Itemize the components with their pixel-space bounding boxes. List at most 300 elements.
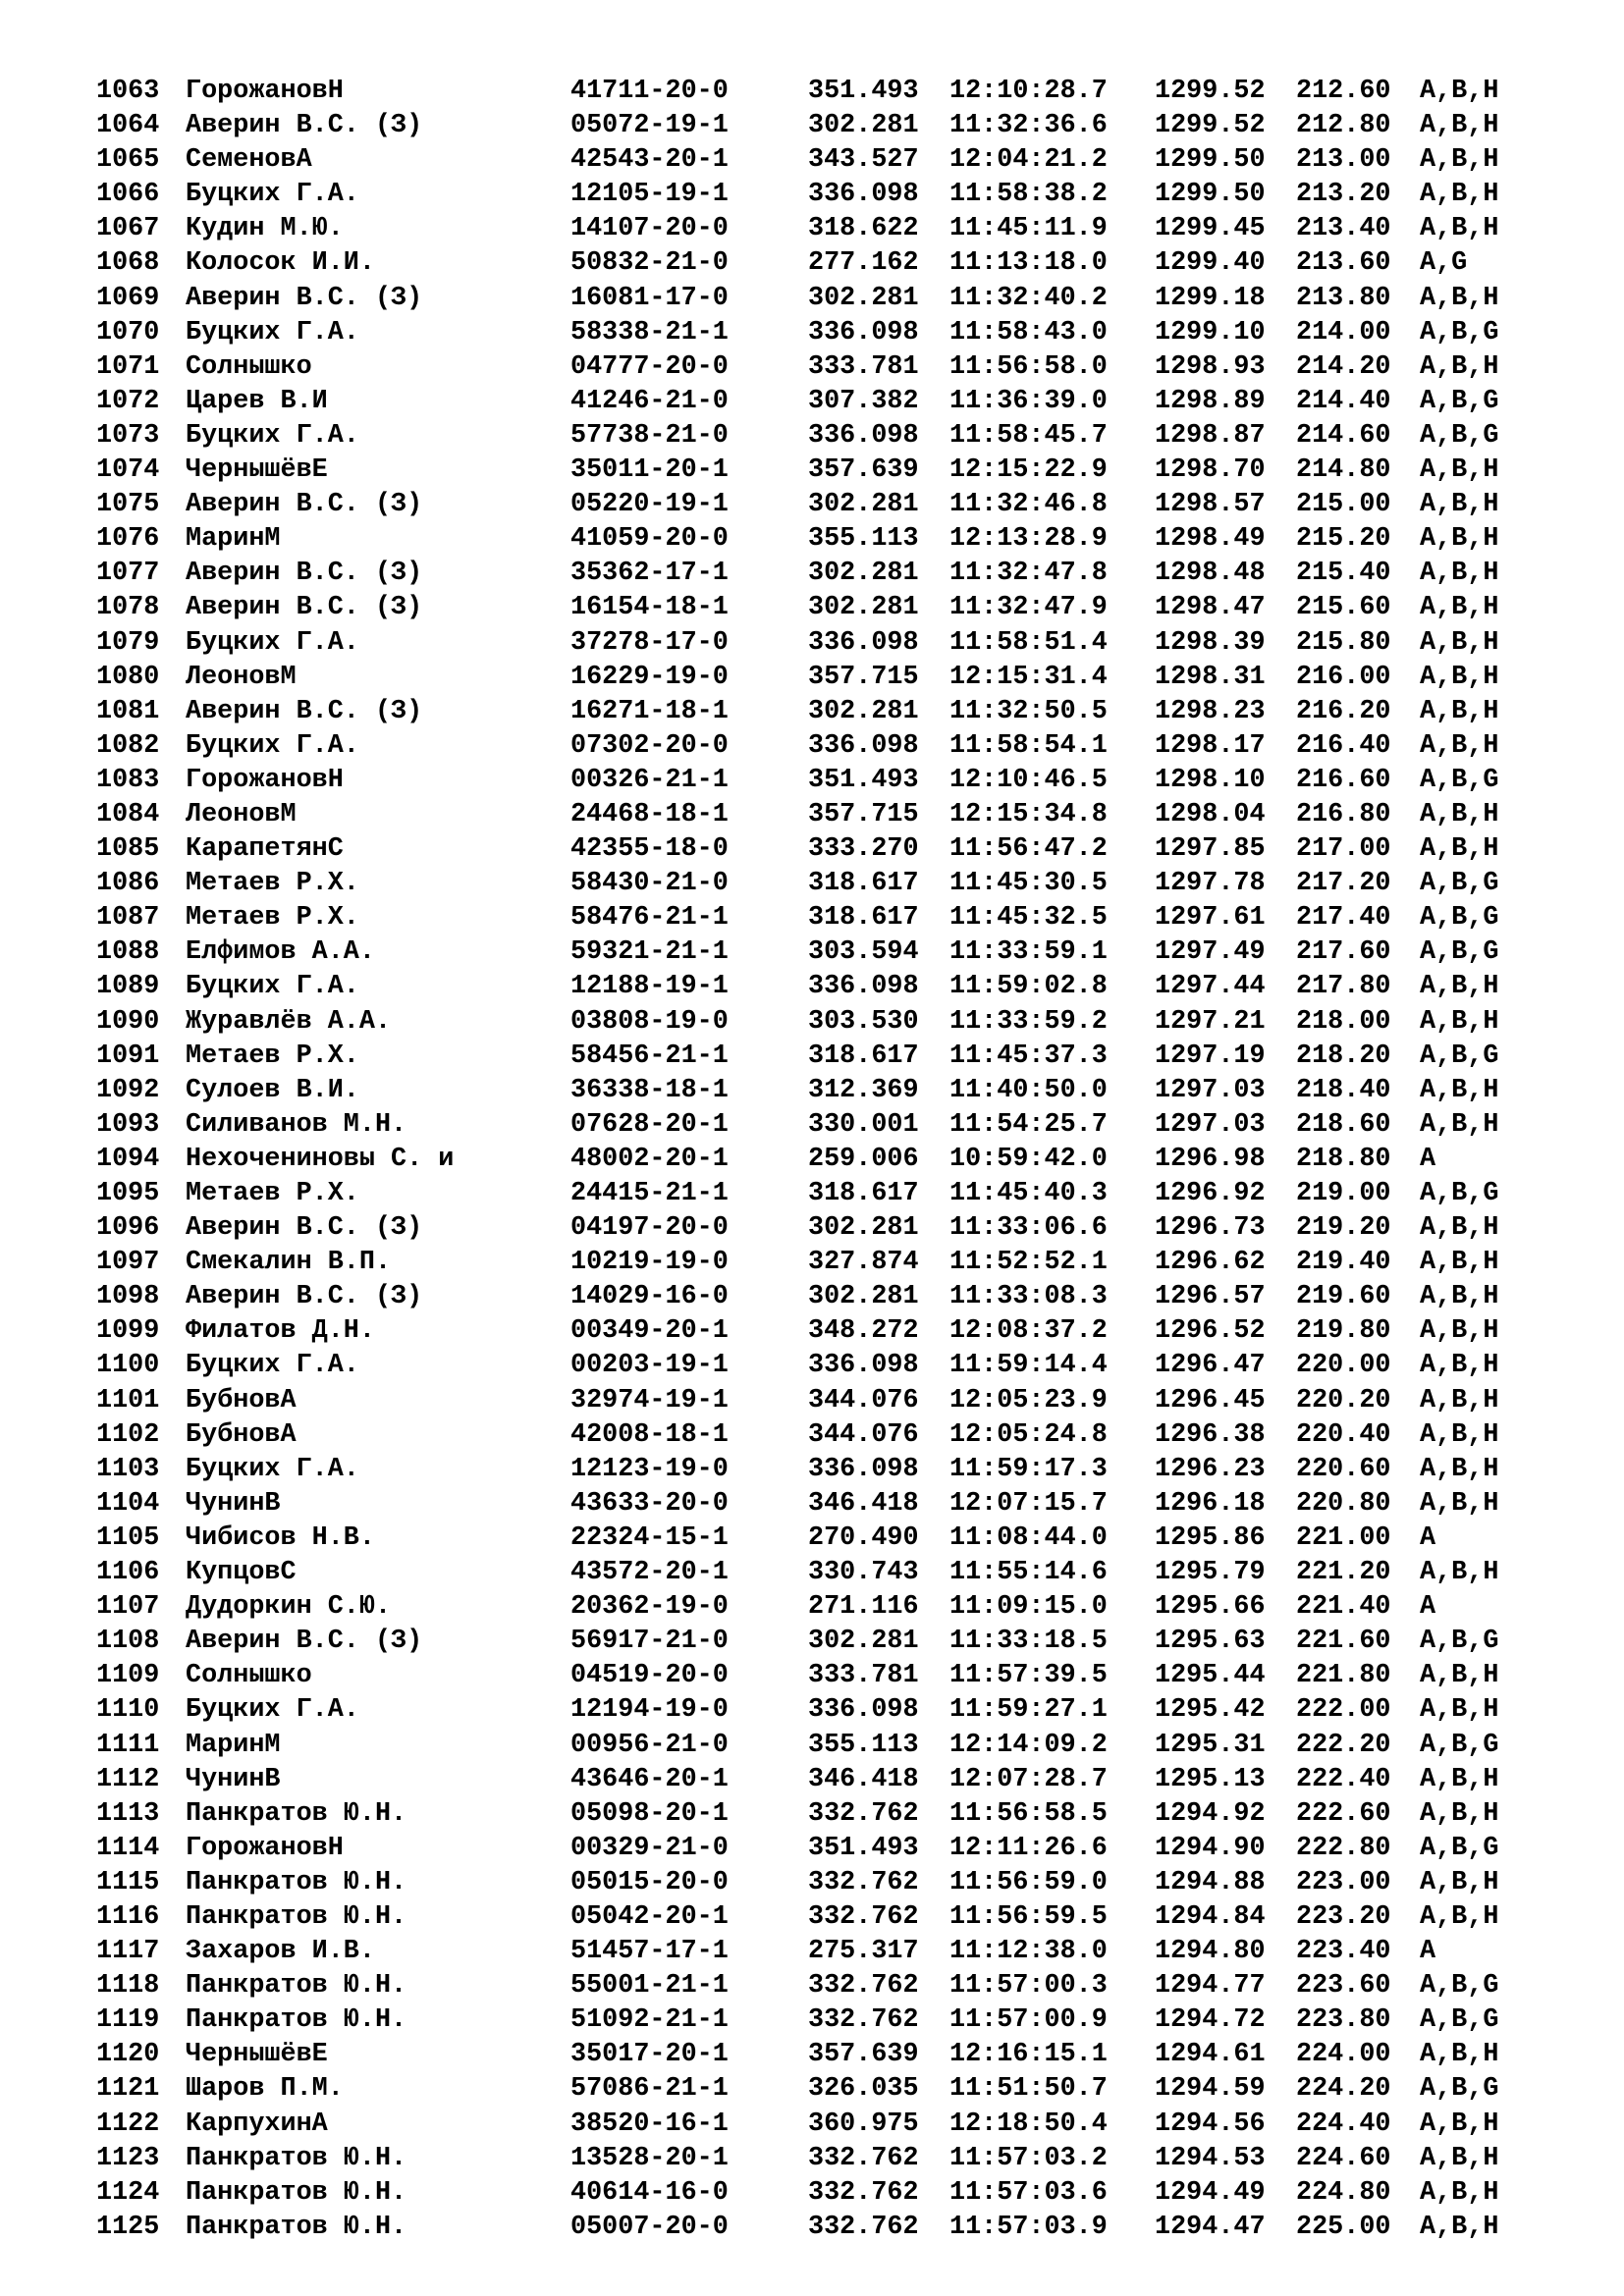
score-value: 215.00 [1296, 490, 1391, 520]
distance-value: 307.382 [808, 386, 919, 416]
distance-value: 333.270 [808, 834, 919, 865]
speed-value: 1295.63 [1155, 1627, 1266, 1657]
row-number: 1109 [96, 1661, 160, 1691]
row-number: 1106 [96, 1558, 160, 1588]
distance-value: 318.617 [808, 1041, 919, 1071]
row-number: 1105 [96, 1522, 160, 1553]
participant-name: Солнышко [186, 351, 312, 382]
ring-id: 05015-20-0 [570, 1867, 729, 1897]
speed-value: 1294.88 [1155, 1867, 1266, 1897]
speed-value: 1297.61 [1155, 903, 1266, 934]
category-flags: A,B,G [1420, 1971, 1499, 2002]
row-number: 1063 [96, 77, 160, 106]
category-flags: A,B,H [1420, 1419, 1499, 1450]
arrival-time: 11:52:52.1 [949, 1248, 1108, 1278]
category-flags: A,B,H [1420, 662, 1499, 692]
distance-value: 332.762 [808, 1901, 919, 1932]
row-number: 1097 [96, 1248, 160, 1278]
category-flags: A,B,H [1420, 455, 1499, 486]
row-number: 1073 [96, 420, 160, 451]
score-value: 218.20 [1296, 1041, 1391, 1071]
speed-value: 1299.40 [1155, 248, 1266, 279]
score-value: 219.00 [1296, 1179, 1391, 1208]
category-flags: A,B,G [1420, 2005, 1499, 2036]
row-number: 1074 [96, 455, 160, 486]
ring-id: 20362-19-0 [570, 1592, 729, 1623]
ring-id: 36338-18-1 [570, 1075, 729, 1105]
arrival-time: 11:58:54.1 [949, 730, 1108, 761]
category-flags: A,B,G [1420, 1179, 1499, 1208]
row-number: 1090 [96, 1006, 160, 1037]
score-value: 223.20 [1296, 1901, 1391, 1932]
row-number: 1072 [96, 386, 160, 416]
speed-value: 1296.98 [1155, 1144, 1266, 1174]
distance-value: 357.639 [808, 2040, 919, 2070]
speed-value: 1297.85 [1155, 834, 1266, 865]
participant-name: Аверин В.С. (З) [186, 283, 423, 313]
category-flags: A,B,H [1420, 1385, 1499, 1415]
participant-name: ЧунинВ [186, 1764, 281, 1794]
row-number: 1077 [96, 559, 160, 589]
arrival-time: 11:57:03.6 [949, 2177, 1108, 2208]
participant-name: Журавлёв А.А. [186, 1006, 392, 1037]
category-flags: A,B,H [1420, 2212, 1499, 2242]
distance-value: 318.617 [808, 869, 919, 899]
ring-id: 55001-21-1 [570, 1971, 729, 2002]
category-flags: A,B,H [1420, 799, 1499, 829]
distance-value: 330.743 [808, 1558, 919, 1588]
category-flags: A,B,H [1420, 2040, 1499, 2070]
row-number: 1108 [96, 1627, 160, 1657]
row-number: 1123 [96, 2143, 160, 2173]
ring-id: 00326-21-1 [570, 765, 729, 795]
ring-id: 58338-21-1 [570, 317, 729, 347]
ring-id: 05072-19-1 [570, 111, 729, 141]
participant-name: Елфимов А.А. [186, 937, 375, 968]
speed-value: 1295.44 [1155, 1661, 1266, 1691]
speed-value: 1299.18 [1155, 283, 1266, 313]
arrival-time: 11:56:59.0 [949, 1867, 1108, 1897]
distance-value: 333.781 [808, 1661, 919, 1691]
score-value: 213.40 [1296, 214, 1391, 244]
arrival-time: 12:10:46.5 [949, 765, 1108, 795]
participant-name: Панкратов Ю.Н. [186, 1971, 407, 2002]
participant-name: Аверин В.С. (З) [186, 1282, 423, 1312]
ring-id: 10219-19-0 [570, 1248, 729, 1278]
ring-id: 35011-20-1 [570, 455, 729, 486]
row-number: 1104 [96, 1488, 160, 1519]
distance-value: 302.281 [808, 1627, 919, 1657]
distance-value: 302.281 [808, 1213, 919, 1244]
row-number: 1094 [96, 1144, 160, 1174]
row-number: 1066 [96, 180, 160, 210]
distance-value: 332.762 [808, 2005, 919, 2036]
score-value: 218.00 [1296, 1006, 1391, 1037]
row-number: 1086 [96, 869, 160, 899]
distance-value: 275.317 [808, 1937, 919, 1967]
arrival-time: 12:10:28.7 [949, 77, 1108, 106]
speed-value: 1296.45 [1155, 1385, 1266, 1415]
score-value: 224.20 [1296, 2074, 1391, 2105]
participant-name: Аверин В.С. (З) [186, 490, 423, 520]
row-number: 1122 [96, 2109, 160, 2139]
score-value: 217.80 [1296, 972, 1391, 1002]
category-flags: A,B,H [1420, 1109, 1499, 1140]
category-flags: A,B,H [1420, 627, 1499, 658]
distance-value: 351.493 [808, 1833, 919, 1863]
ring-id: 24468-18-1 [570, 799, 729, 829]
row-number: 1114 [96, 1833, 160, 1863]
category-flags: A,B,H [1420, 283, 1499, 313]
distance-value: 336.098 [808, 627, 919, 658]
distance-value: 336.098 [808, 180, 919, 210]
score-value: 217.20 [1296, 869, 1391, 899]
participant-name: БубновА [186, 1385, 297, 1415]
speed-value: 1296.23 [1155, 1454, 1266, 1484]
ring-id: 12194-19-0 [570, 1695, 729, 1726]
category-flags: A [1420, 1144, 1436, 1174]
category-flags: A,B,H [1420, 77, 1499, 106]
distance-value: 336.098 [808, 972, 919, 1002]
arrival-time: 11:33:06.6 [949, 1213, 1108, 1244]
category-flags: A [1420, 1937, 1436, 1967]
score-value: 218.60 [1296, 1109, 1391, 1140]
arrival-time: 11:32:50.5 [949, 696, 1108, 726]
participant-name: Панкратов Ю.Н. [186, 2177, 407, 2208]
score-value: 218.80 [1296, 1144, 1391, 1174]
score-value: 214.40 [1296, 386, 1391, 416]
row-number: 1115 [96, 1867, 160, 1897]
speed-value: 1295.31 [1155, 1730, 1266, 1760]
row-number: 1083 [96, 765, 160, 795]
row-number: 1116 [96, 1901, 160, 1932]
speed-value: 1298.93 [1155, 351, 1266, 382]
category-flags: A,B,H [1420, 1213, 1499, 1244]
ring-id: 00956-21-0 [570, 1730, 729, 1760]
ring-id: 41711-20-0 [570, 77, 729, 106]
arrival-time: 11:45:11.9 [949, 214, 1108, 244]
category-flags: A,B,H [1420, 834, 1499, 865]
category-flags: A,B,H [1420, 2109, 1499, 2139]
row-number: 1082 [96, 730, 160, 761]
ring-id: 57738-21-0 [570, 420, 729, 451]
speed-value: 1299.45 [1155, 214, 1266, 244]
speed-value: 1294.72 [1155, 2005, 1266, 2036]
distance-value: 336.098 [808, 317, 919, 347]
ring-id: 22324-15-1 [570, 1522, 729, 1553]
participant-name: МаринМ [186, 524, 281, 555]
participant-name: Буцких Г.А. [186, 180, 359, 210]
participant-name: ГорожановН [186, 1833, 344, 1863]
score-value: 220.00 [1296, 1351, 1391, 1381]
row-number: 1101 [96, 1385, 160, 1415]
arrival-time: 12:18:50.4 [949, 2109, 1108, 2139]
row-number: 1069 [96, 283, 160, 313]
distance-value: 332.762 [808, 2177, 919, 2208]
category-flags: A,B,G [1420, 1833, 1499, 1863]
arrival-time: 11:08:44.0 [949, 1522, 1108, 1553]
participant-name: Кудин М.Ю. [186, 214, 344, 244]
ring-id: 14107-20-0 [570, 214, 729, 244]
score-value: 219.40 [1296, 1248, 1391, 1278]
ring-id: 41059-20-0 [570, 524, 729, 555]
row-number: 1089 [96, 972, 160, 1002]
score-value: 220.60 [1296, 1454, 1391, 1484]
category-flags: A,B,H [1420, 2143, 1499, 2173]
arrival-time: 11:57:00.9 [949, 2005, 1108, 2036]
score-value: 222.80 [1296, 1833, 1391, 1863]
participant-name: Чибисов Н.В. [186, 1522, 375, 1553]
speed-value: 1297.44 [1155, 972, 1266, 1002]
ring-id: 37278-17-0 [570, 627, 729, 658]
arrival-time: 12:15:31.4 [949, 662, 1108, 692]
row-number: 1075 [96, 490, 160, 520]
distance-value: 302.281 [808, 1282, 919, 1312]
category-flags: A,B,G [1420, 903, 1499, 934]
score-value: 215.40 [1296, 559, 1391, 589]
category-flags: A,B,H [1420, 559, 1499, 589]
arrival-time: 11:59:14.4 [949, 1351, 1108, 1381]
ring-id: 16154-18-1 [570, 593, 729, 623]
score-value: 225.00 [1296, 2212, 1391, 2242]
ring-id: 16271-18-1 [570, 696, 729, 726]
distance-value: 277.162 [808, 248, 919, 279]
arrival-time: 12:05:23.9 [949, 1385, 1108, 1415]
row-number: 1076 [96, 524, 160, 555]
score-value: 224.00 [1296, 2040, 1391, 2070]
ring-id: 05220-19-1 [570, 490, 729, 520]
ring-id: 43646-20-1 [570, 1764, 729, 1794]
speed-value: 1298.04 [1155, 799, 1266, 829]
distance-value: 303.530 [808, 1006, 919, 1037]
distance-value: 302.281 [808, 559, 919, 589]
speed-value: 1298.17 [1155, 730, 1266, 761]
category-flags: A,B,H [1420, 972, 1499, 1002]
distance-value: 346.418 [808, 1764, 919, 1794]
row-number: 1067 [96, 214, 160, 244]
score-value: 219.20 [1296, 1213, 1391, 1244]
category-flags: A,B,H [1420, 1454, 1499, 1484]
row-number: 1117 [96, 1937, 160, 1967]
speed-value: 1294.92 [1155, 1798, 1266, 1829]
row-number: 1120 [96, 2040, 160, 2070]
score-value: 220.40 [1296, 1419, 1391, 1450]
arrival-time: 11:51:50.7 [949, 2074, 1108, 2105]
score-value: 215.80 [1296, 627, 1391, 658]
speed-value: 1294.49 [1155, 2177, 1266, 2208]
ring-id: 13528-20-1 [570, 2143, 729, 2173]
ring-id: 04777-20-0 [570, 351, 729, 382]
speed-value: 1299.10 [1155, 317, 1266, 347]
row-number: 1070 [96, 317, 160, 347]
arrival-time: 11:32:40.2 [949, 283, 1108, 313]
category-flags: A,B,H [1420, 490, 1499, 520]
arrival-time: 11:36:39.0 [949, 386, 1108, 416]
arrival-time: 11:32:46.8 [949, 490, 1108, 520]
ring-id: 43572-20-1 [570, 1558, 729, 1588]
participant-name: Нехочениновы С. и [186, 1144, 455, 1174]
distance-value: 355.113 [808, 524, 919, 555]
arrival-time: 11:59:27.1 [949, 1695, 1108, 1726]
score-value: 216.80 [1296, 799, 1391, 829]
speed-value: 1298.39 [1155, 627, 1266, 658]
distance-value: 302.281 [808, 696, 919, 726]
row-number: 1100 [96, 1351, 160, 1381]
participant-name: Аверин В.С. (З) [186, 111, 423, 141]
score-value: 217.00 [1296, 834, 1391, 865]
category-flags: A,B,H [1420, 1351, 1499, 1381]
participant-name: Шаров П.М. [186, 2074, 344, 2105]
participant-name: Буцких Г.А. [186, 420, 359, 451]
category-flags: A,B,H [1420, 524, 1499, 555]
arrival-time: 11:13:18.0 [949, 248, 1108, 279]
row-number: 1095 [96, 1179, 160, 1208]
row-number: 1121 [96, 2074, 160, 2105]
score-value: 221.40 [1296, 1592, 1391, 1623]
ring-id: 12188-19-1 [570, 972, 729, 1002]
ring-id: 07302-20-0 [570, 730, 729, 761]
score-value: 220.80 [1296, 1488, 1391, 1519]
ring-id: 58476-21-1 [570, 903, 729, 934]
arrival-time: 11:56:58.0 [949, 351, 1108, 382]
arrival-time: 11:58:45.7 [949, 420, 1108, 451]
participant-name: Панкратов Ю.Н. [186, 2212, 407, 2242]
ring-id: 50832-21-0 [570, 248, 729, 279]
participant-name: Буцких Г.А. [186, 730, 359, 761]
distance-value: 271.116 [808, 1592, 919, 1623]
participant-name: Солнышко [186, 1661, 312, 1691]
category-flags: A,B,H [1420, 214, 1499, 244]
distance-value: 270.490 [808, 1522, 919, 1553]
ring-id: 24415-21-1 [570, 1179, 729, 1208]
ring-id: 42355-18-0 [570, 834, 729, 865]
score-value: 221.00 [1296, 1522, 1391, 1553]
category-flags: A [1420, 1522, 1436, 1553]
participant-name: Панкратов Ю.Н. [186, 1901, 407, 1932]
participant-name: ЛеоновМ [186, 799, 297, 829]
distance-value: 318.622 [808, 214, 919, 244]
speed-value: 1295.79 [1155, 1558, 1266, 1588]
speed-value: 1294.77 [1155, 1971, 1266, 2002]
category-flags: A,B,G [1420, 937, 1499, 968]
distance-value: 344.076 [808, 1385, 919, 1415]
participant-name: Буцких Г.А. [186, 972, 359, 1002]
speed-value: 1294.56 [1155, 2109, 1266, 2139]
score-value: 217.40 [1296, 903, 1391, 934]
score-value: 214.80 [1296, 455, 1391, 486]
score-value: 213.20 [1296, 180, 1391, 210]
participant-name: Колосок И.И. [186, 248, 375, 279]
arrival-time: 12:04:21.2 [949, 145, 1108, 176]
distance-value: 318.617 [808, 1179, 919, 1208]
row-number: 1099 [96, 1316, 160, 1347]
category-flags: A,B,G [1420, 317, 1499, 347]
distance-value: 336.098 [808, 1351, 919, 1381]
distance-value: 332.762 [808, 1971, 919, 2002]
score-value: 224.40 [1296, 2109, 1391, 2139]
participant-name: Аверин В.С. (З) [186, 1213, 423, 1244]
score-value: 218.40 [1296, 1075, 1391, 1105]
ring-id: 07628-20-1 [570, 1109, 729, 1140]
participant-name: Аверин В.С. (З) [186, 1627, 423, 1657]
arrival-time: 11:45:37.3 [949, 1041, 1108, 1071]
participant-name: КарпухинА [186, 2109, 328, 2139]
row-number: 1107 [96, 1592, 160, 1623]
ring-id: 03808-19-0 [570, 1006, 729, 1037]
participant-name: Аверин В.С. (З) [186, 593, 423, 623]
ring-id: 38520-16-1 [570, 2109, 729, 2139]
speed-value: 1296.73 [1155, 1213, 1266, 1244]
ring-id: 16229-19-0 [570, 662, 729, 692]
score-value: 216.60 [1296, 765, 1391, 795]
arrival-time: 11:32:47.9 [949, 593, 1108, 623]
arrival-time: 12:08:37.2 [949, 1316, 1108, 1347]
score-value: 222.60 [1296, 1798, 1391, 1829]
score-value: 214.20 [1296, 351, 1391, 382]
participant-name: КупцовС [186, 1558, 297, 1588]
participant-name: Панкратов Ю.Н. [186, 1867, 407, 1897]
participant-name: ЧунинВ [186, 1488, 281, 1519]
distance-value: 357.715 [808, 662, 919, 692]
row-number: 1113 [96, 1798, 160, 1829]
distance-value: 346.418 [808, 1488, 919, 1519]
category-flags: A,B,H [1420, 2177, 1499, 2208]
row-number: 1087 [96, 903, 160, 934]
arrival-time: 11:58:51.4 [949, 627, 1108, 658]
participant-name: Метаев Р.Х. [186, 1041, 359, 1071]
ring-id: 16081-17-0 [570, 283, 729, 313]
participant-name: Царев В.И [186, 386, 328, 416]
speed-value: 1298.57 [1155, 490, 1266, 520]
distance-value: 302.281 [808, 593, 919, 623]
category-flags: A,B,H [1420, 1661, 1499, 1691]
category-flags: A,G [1420, 248, 1468, 279]
row-number: 1119 [96, 2005, 160, 2036]
distance-value: 302.281 [808, 490, 919, 520]
speed-value: 1295.42 [1155, 1695, 1266, 1726]
score-value: 222.00 [1296, 1695, 1391, 1726]
ring-id: 32974-19-1 [570, 1385, 729, 1415]
speed-value: 1298.10 [1155, 765, 1266, 795]
category-flags: A,B,H [1420, 180, 1499, 210]
speed-value: 1294.59 [1155, 2074, 1266, 2105]
speed-value: 1294.47 [1155, 2212, 1266, 2242]
score-value: 216.00 [1296, 662, 1391, 692]
row-number: 1084 [96, 799, 160, 829]
ring-id: 42008-18-1 [570, 1419, 729, 1450]
row-number: 1103 [96, 1454, 160, 1484]
row-number: 1085 [96, 834, 160, 865]
category-flags: A,B,H [1420, 1867, 1499, 1897]
distance-value: 332.762 [808, 1798, 919, 1829]
category-flags: A,B,G [1420, 1627, 1499, 1657]
row-number: 1080 [96, 662, 160, 692]
ring-id: 57086-21-1 [570, 2074, 729, 2105]
row-number: 1118 [96, 1971, 160, 2002]
row-number: 1098 [96, 1282, 160, 1312]
arrival-time: 11:33:18.5 [949, 1627, 1108, 1657]
participant-name: КарапетянС [186, 834, 344, 865]
participant-name: Смекалин В.П. [186, 1248, 392, 1278]
participant-name: ГорожановН [186, 765, 344, 795]
speed-value: 1299.52 [1155, 111, 1266, 141]
arrival-time: 11:54:25.7 [949, 1109, 1108, 1140]
score-value: 213.60 [1296, 248, 1391, 279]
participant-name: ЧернышёвЕ [186, 2040, 328, 2070]
participant-name: ЧернышёвЕ [186, 455, 328, 486]
participant-name: Силиванов М.Н. [186, 1109, 407, 1140]
ring-id: 04197-20-0 [570, 1213, 729, 1244]
